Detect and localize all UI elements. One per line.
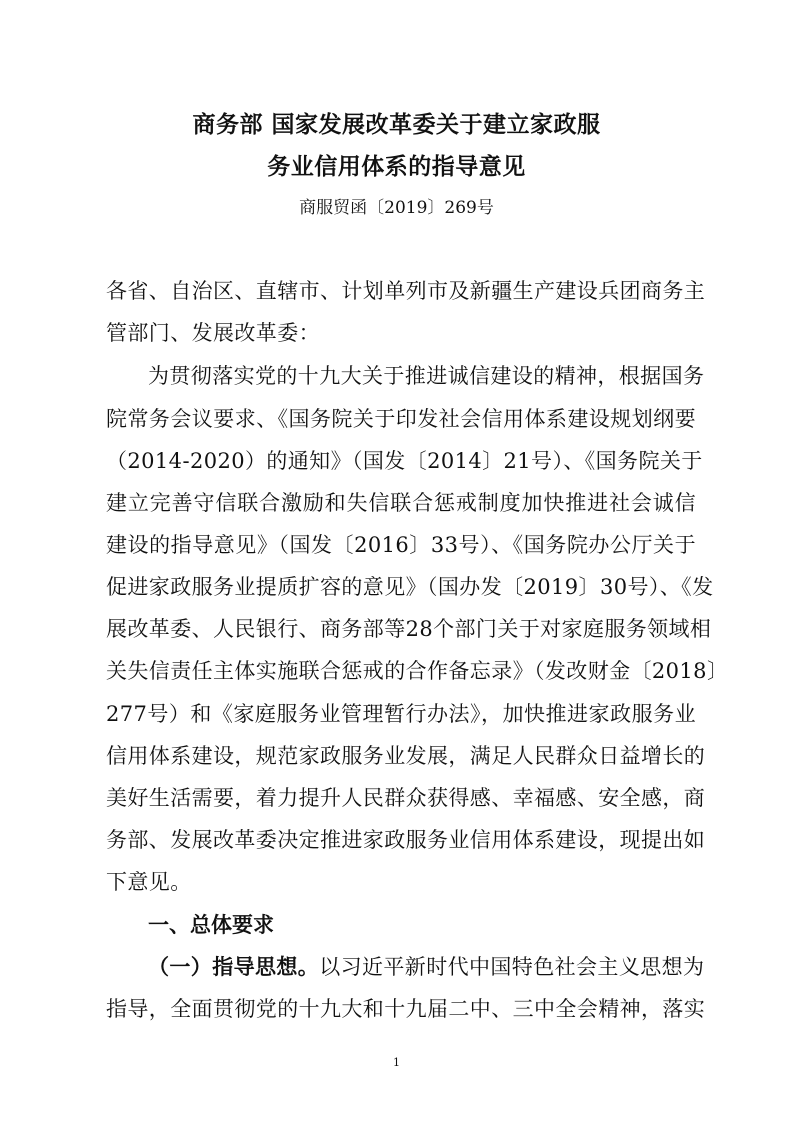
recipients-line-2: 管部门、发展改革委： — [106, 321, 320, 345]
intro-line-13: 下意见。 — [106, 870, 192, 894]
section-1-heading: 一、总体要求 — [148, 913, 274, 937]
intro-line-9: 277号）和《家庭服务业管理暂行办法》，加快推进家政服务业 — [106, 702, 696, 726]
subsection-1-heading: （一）指导思想。 — [148, 955, 320, 979]
intro-line-2: 院常务会议要求、《国务院关于印发社会信用体系建设规划纲要 — [106, 407, 696, 431]
intro-line-6: 促进家政服务业提质扩容的意见》（国办发〔2019〕30号）、《发 — [106, 575, 714, 599]
document-number: 商服贸函〔2019〕269号 — [299, 198, 494, 218]
subsection-1-line-2: 指导，全面贯彻党的十九大和十九届二中、三中全会精神，落实 — [106, 997, 706, 1021]
intro-line-8: 关失信责任主体实施联合惩戒的合作备忘录》（发改财金〔2018〕 — [106, 659, 729, 683]
intro-line-11: 美好生活需要，着力提升人民群众获得感、幸福感、安全感，商 — [106, 786, 706, 810]
page-number: 1 — [393, 1056, 400, 1069]
intro-line-4: 建立完善守信联合激励和失信联合惩戒制度加快推进社会诚信 — [106, 491, 696, 515]
intro-line-3: （2014-2020）的通知》（国发〔2014〕21号）、《国务院关于 — [106, 449, 703, 473]
intro-line-12: 务部、发展改革委决定推进家政服务业信用体系建设，现提出如 — [106, 828, 706, 852]
subsection-1-text-1: 以习近平新时代中国特色社会主义思想为 — [319, 955, 705, 979]
document-title-line-1: 商务部 国家发展改革委关于建立家政服 — [192, 112, 601, 138]
intro-line-5: 建设的指导意见》（国发〔2016〕33号）、《国务院办公厅关于 — [106, 533, 696, 557]
intro-line-7: 展改革委、人民银行、商务部等28个部门关于对家庭服务领域相 — [106, 617, 712, 641]
intro-line-1: 为贯彻落实党的十九大关于推进诚信建设的精神，根据国务 — [148, 364, 705, 388]
intro-line-10: 信用体系建设，规范家政服务业发展，满足人民群众日益增长的 — [106, 744, 706, 768]
recipients-line-1: 各省、自治区、直辖市、计划单列市及新疆生产建设兵团商务主 — [106, 279, 706, 303]
document-title-line-2: 务业信用体系的指导意见 — [267, 154, 526, 180]
subsection-1-line-1 — [148, 953, 705, 981]
